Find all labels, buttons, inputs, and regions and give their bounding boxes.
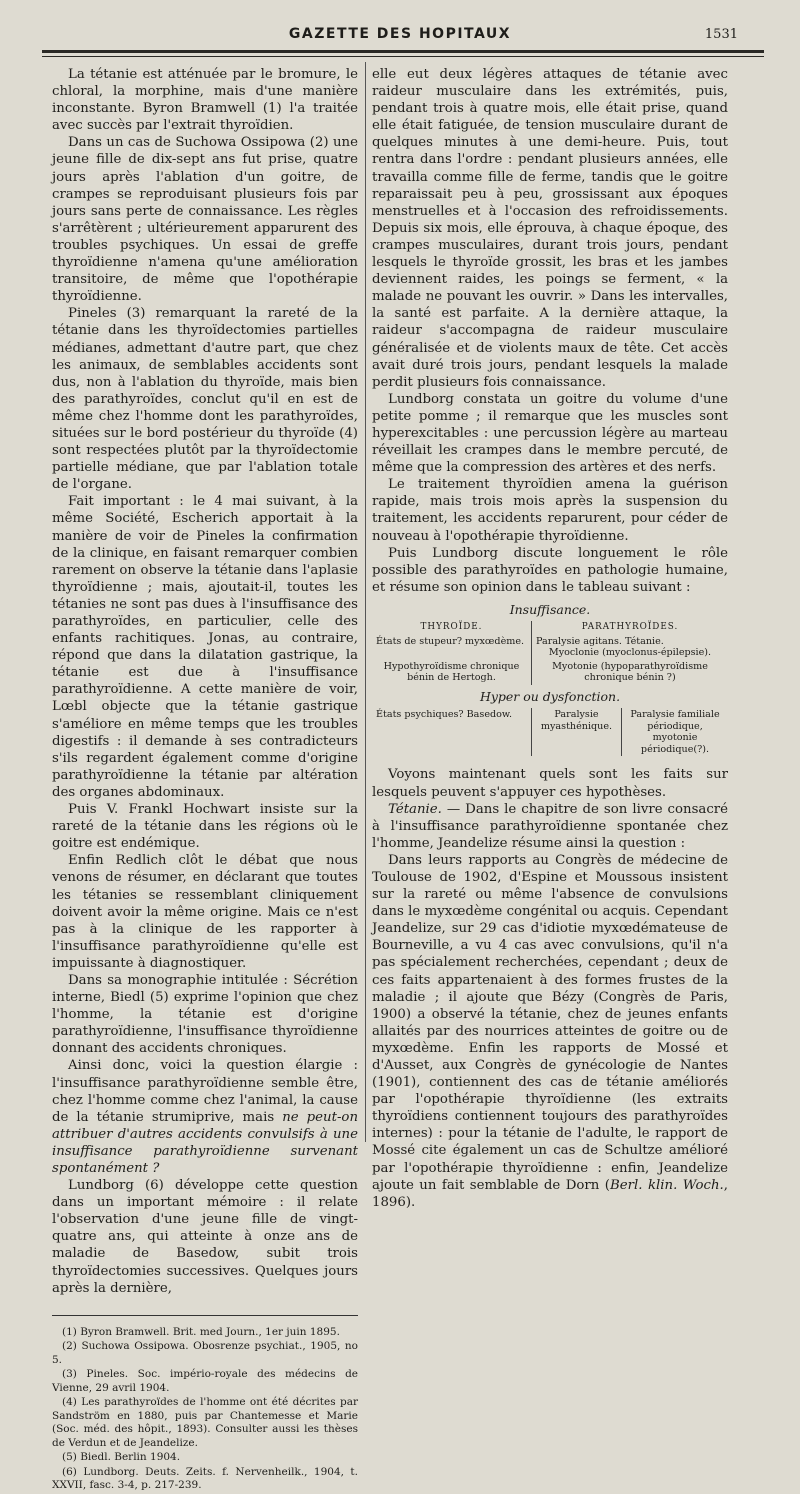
- paragraph: Lundborg constata un goitre du volume d'une petite pomme ; il remarque que les muscles sont hyperexcitables : une percussion légère au marteau réveillait les crampes dans le membre percuté, de même que la compression des artères et des nerfs.: [372, 391, 728, 476]
- section-text: — Dans le chapitre de son livre consacré à l'insuffisance parathyroïdienne spontanée chez l'homme, Jeandelize résume ainsi la question :: [372, 801, 728, 851]
- table-cell-line: Myoclonie (myoclonus-épilepsie).: [548, 647, 712, 659]
- right-column: [372, 66, 728, 1211]
- footnote: (2) Suchowa Ossipowa. Obosrenze psychiat., 1905, no 5.: [52, 1340, 358, 1366]
- footnote-rule: [52, 1315, 358, 1316]
- paragraph: Voyons maintenant quels sont les faits sur lesquels peuvent s'appuyer ces hypothèses.: [372, 767, 728, 800]
- table-cell: Paralysie myasthénique.: [532, 708, 622, 756]
- left-column: [52, 66, 358, 1494]
- footnote: (1) Byron Bramwell. Brit. med Journ., 1er juin 1895.: [62, 1325, 340, 1338]
- lundborg-table: [372, 601, 728, 757]
- paragraph: Fait important : le 4 mai suivant, à la même Société, Escherich apportait à la manière de voir de Pineles la confirmation de la clinique, en faisant remarquer combien rarement on observe la tétanie dans l'aplasie thyroïdienne ; mais, ajoutait-il, toutes les tétanies ne sont pas dues à l'insuffisance des parathyroïdes, en particulier, celle des enfants rachitiques. Jonas, au contraire, répond que dans la dilatation gastrique, la tétanie est due à l'insuffisance parathyroïdienne. A cette manière de voir, Lœbl objecte que la tétanie gastrique s'améliore en même temps que les troubles digestifs : il demande à ses contradicteurs s'ils regardent également comme d'origine parathyroïdienne la tétanie par altération des organes abdominaux.: [52, 494, 358, 800]
- footnote: (3) Pineles. Soc. império-royale des médecins de Vienne, 29 avril 1904.: [52, 1368, 358, 1394]
- paragraph: La tétanie est atténuée par le bromure, le chloral, la morphine, mais d'une manière inconstante. Byron Bramwell (1) l'a traitée avec succès par l'extrait thyroïdien.: [52, 67, 358, 134]
- table-section-title: Hyper ou dysfonction.: [479, 688, 621, 704]
- footnote: (4) Les parathyroïdes de l'homme ont été décrites par Sandström en 1880, puis par Chantemesse et Marie (Soc. méd. des hôpit., 1893). Consulter aussi les thèses de Verdun et de Jeandelize.: [52, 1396, 358, 1449]
- table-header: THYROÏDE.: [372, 621, 532, 635]
- paragraph: Puis V. Frankl Hochwart insiste sur la rareté de la tétanie dans les régions où le goitre est endémique.: [52, 802, 358, 852]
- footnotes: [52, 1326, 358, 1493]
- column-divider: [365, 62, 366, 1142]
- table-cell: [532, 635, 728, 660]
- paragraph: [372, 801, 728, 852]
- paragraph: Puis Lundborg discute longuement le rôle possible des parathyroïdes en pathologie humaine, et résume son opinion dans le tableau suivant :: [372, 545, 728, 595]
- table-cell: États psychiques? Basedow.: [372, 708, 532, 756]
- paragraph: [372, 852, 728, 1211]
- footnote: (5) Biedl. Berlin 1904.: [62, 1451, 181, 1464]
- header-rule: [42, 50, 764, 53]
- dorn-reference: Berl. klin. Woch.: [610, 1177, 724, 1193]
- table-cell: Hypothyroïdisme chronique bénin de Hertogh.: [372, 660, 532, 685]
- page-header: [0, 26, 800, 46]
- journal-title: GAZETTE DES HOPITAUX: [288, 26, 512, 42]
- question-emphasis: ne peut-on attribuer d'autres accidents convulsifs à une insuffisance parathyroïdienne survenant spontanément ?: [52, 1109, 359, 1176]
- table-insuffisance: [372, 621, 728, 685]
- dorn-tail: , 1896).: [372, 1177, 729, 1210]
- paragraph: Le traitement thyroïdien amena la guérison rapide, mais trois mois après la suspension du traitement, les accidents reparurent, pour céder de nouveau à l'opothérapie thyroïdienne.: [372, 477, 728, 544]
- table-cell: Paralysie familiale périodique, myotonie périodique(?).: [630, 709, 720, 755]
- table-cell: Myotonie (hypoparathyroïdisme chronique bénin ?): [552, 660, 708, 684]
- table-cell-line: Paralysie agitans. Tétanie.: [536, 635, 664, 647]
- paragraph: elle eut deux légères attaques de tétanie avec raideur musculaire dans les extrémités, puis, pendant trois à quatre mois, elle était prise, quand elle était fatiguée, de tension musculaire durant de quelques minutes à une demi-heure. Puis, tout rentra dans l'ordre : pendant plusieurs années, elle travailla comme fille de ferme, tandis que le goitre reparaissait peu à peu, grossissant aux époques menstruelles et à l'occasion des refroidissements. Depuis six mois, elle éprouva, à chaque époque, des crampes musculaires, durant trois jours, pendant lesquels le thyroïde grossit, les bras et les jambes deviennent raides, les poings se ferment, « la malade ne pouvant les ouvrir. » Dans les intervalles, la santé est parfaite. A la dernière attaque, la raideur s'accompagna de raideur musculaire généralisée et de violents maux de tête. Cet accès avait duré trois jours, pendant lesquels la malade perdit plusieurs fois connaissance.: [372, 67, 728, 390]
- header-rule-thin: [42, 56, 764, 57]
- table-cell: États de stupeur? myxœdème.: [372, 635, 532, 660]
- paragraph: Enfin Redlich clôt le débat que nous venons de résumer, en déclarant que toutes les tétanies se ressemblant cliniquement doivent avoir la même origine. Mais ce n'est pas à la clinique de les rapporter à l'insuffisance parathyroïdienne qu'elle est impuissante à diagnostiquer.: [52, 853, 358, 971]
- question-text: Ainsi donc, voici la question élargie : l'insuffisance parathyroïdienne semble être, chez l'homme comme chez l'animal, la cause de la tétanie strumiprive, mais: [52, 1058, 358, 1125]
- page-number: 1531: [704, 27, 738, 42]
- table-hyper: [372, 708, 728, 756]
- congres-text: Dans leurs rapports au Congrès de médecine de Toulouse de 1902, d'Espine et Moussous insistent sur la rareté ou même l'absence de convulsions dans le myxœdème congénital ou acquis. Cependant Jeandelize, sur 29 cas d'idiotie myxœdémateuse de Bourneville, a vu 4 cas avec convulsions, qu'il n'a pas spécialement recherchées, cependant ; deux de ces faits appartenaient à des formes frustes de la maladie ; il ajoute que Bézy (Congrès de Paris, 1900) a observé la tétanie, chez de jeunes enfants allaités par des nourrices atteintes de goitre ou de myxœdème. Enfin les rapports de Mossé et d'Ausset, aux Congrès de gynécologie de Nantes (1901), contiennent des cas de tétanie améliorés par l'opothérapie thyroïdienne (les extraits thyroïdiens contiennent toujours des parathyroïdes internes) : pour la tétanie de l'adulte, le rapport de Mossé cite également un cas de Schultze amélioré par l'opothérapie thyroïdienne : enfin, Jeandelize ajoute un fait semblable de Dorn (: [372, 852, 728, 1193]
- section-label: Tétanie.: [388, 801, 442, 817]
- paragraph: Dans un cas de Suchowa Ossipowa (2) une jeune fille de dix-sept ans fut prise, quatre jours après l'ablation d'un goitre, de crampes se reproduisant plusieurs fois par jours sans perte de connaissance. Les règles s'arrêtèrent ; ultérieurement apparurent des troubles psychiques. Un essai de greffe thyroïdienne n'amena qu'une amélioration transitoire, de même que l'opothérapie thyroïdienne.: [52, 135, 358, 305]
- table-header: PARATHYROÏDES.: [581, 622, 679, 633]
- footnote: (6) Lundborg. Deuts. Zeits. f. Nervenheilk., 1904, t. XXVII, fasc. 3-4, p. 217-239.: [52, 1465, 358, 1492]
- paragraph: Dans sa monographie intitulée : Sécrétion interne, Biedl (5) exprime l'opinion que chez l'homme, la tétanie est d'origine parathyroïdienne, l'insuffisance thyroïdienne donnant des accidents chroniques.: [52, 972, 358, 1057]
- paragraph: [52, 1057, 358, 1177]
- paragraph: Lundborg (6) développe cette question dans un important mémoire : il relate l'observation d'une jeune fille de vingt-quatre ans, qui atteinte à onze ans de maladie de Basedow, subit trois thyroïdectomies successives. Quelques jours après la dernière,: [52, 1178, 358, 1296]
- paragraph: Pineles (3) remarquant la rareté de la tétanie dans les thyroïdectomies partielles médianes, admettant d'autre part, que chez les animaux, de semblables accidents sont dus, non à l'ablation du thyroïde, mais bien des parathyroïdes, conclut qu'il en est de même chez l'homme dont les parathyroïdes, situées sur le bord postérieur du thyroïde (4) sont respectées plutôt par la thyroïdectomie partielle médiane, que par l'ablation totale de l'organe.: [52, 306, 358, 493]
- table-title: Insuffisance.: [509, 601, 591, 617]
